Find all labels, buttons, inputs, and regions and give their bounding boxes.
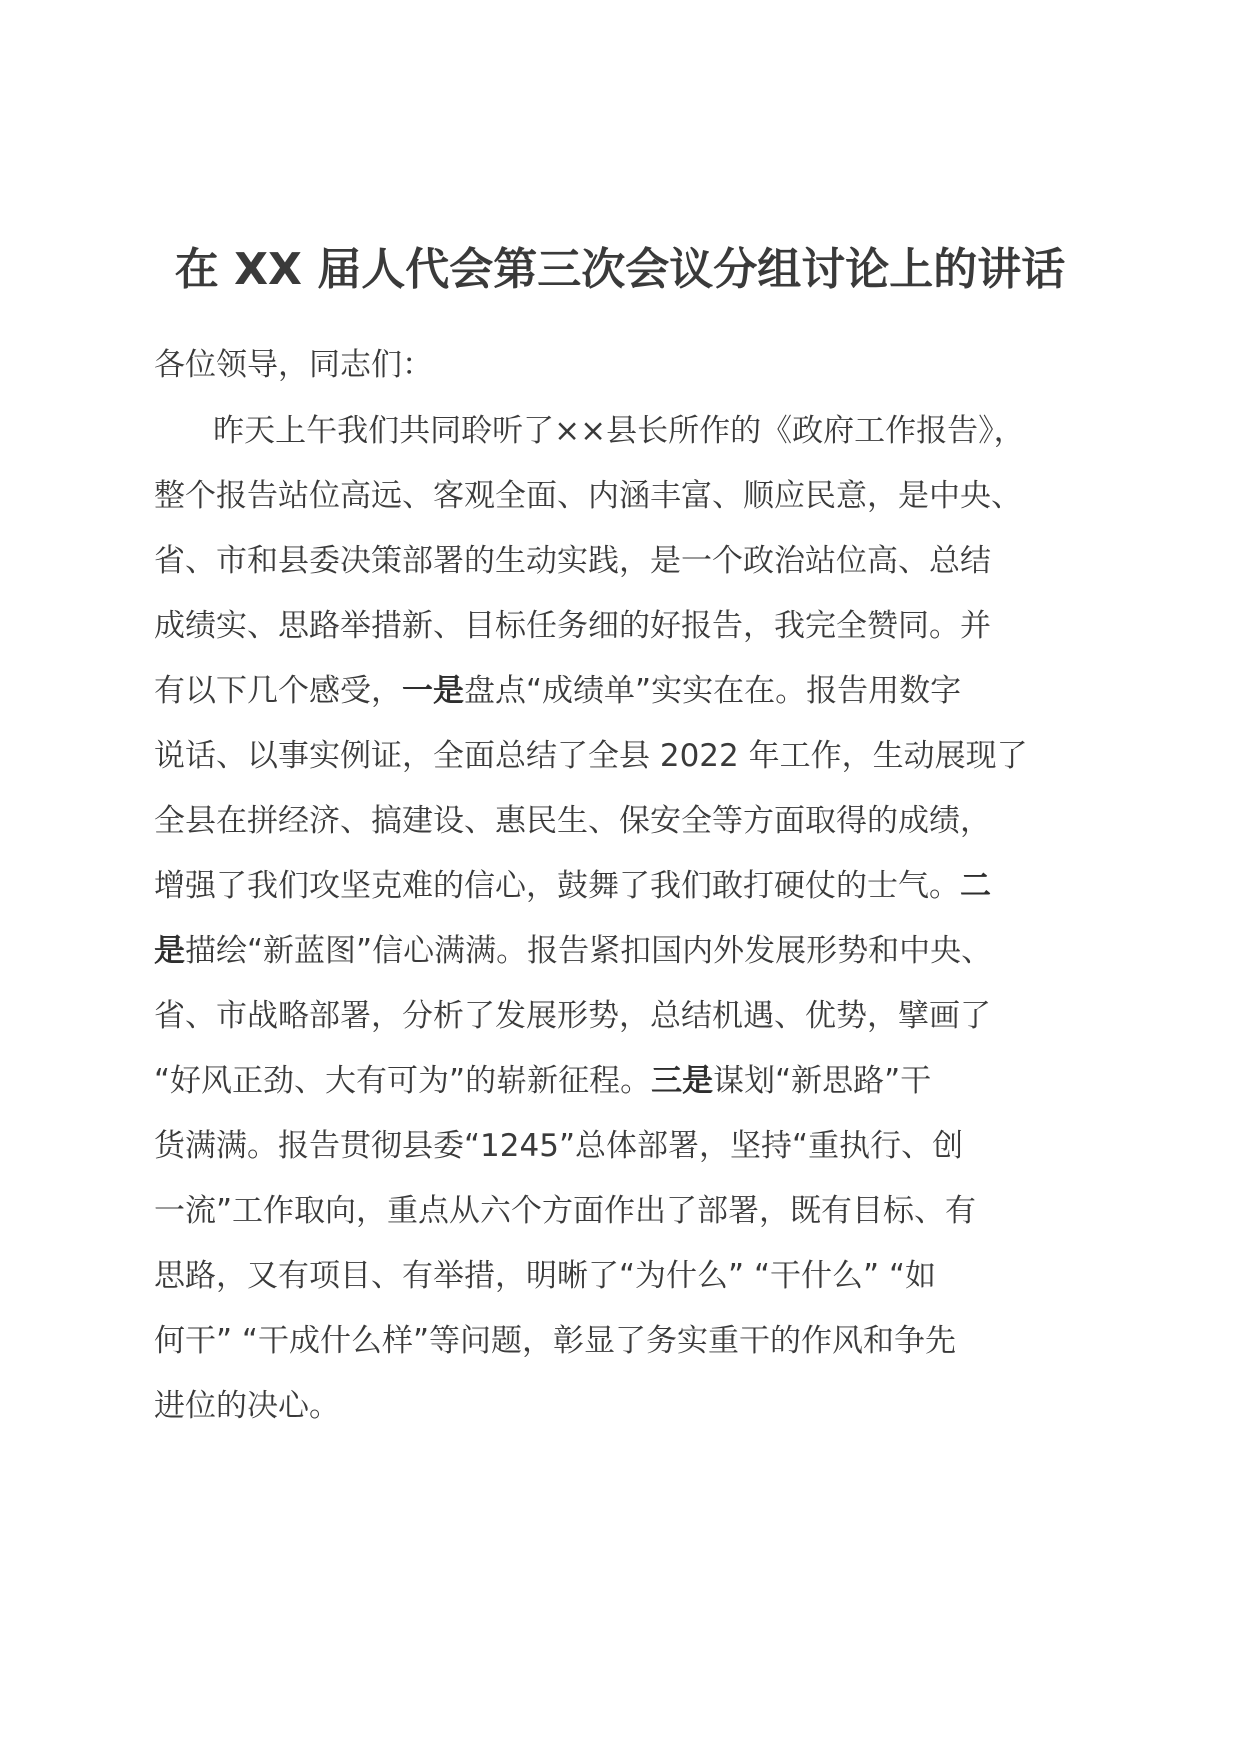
- emphasis-text: 三是: [651, 1063, 714, 1099]
- text-line: [154, 731, 1094, 796]
- text-run: 全县在拼经济、搞建设、惠民生、保安全等方面取得的成绩，: [154, 803, 991, 839]
- text-run: “好风正劲、大有可为”的崭新征程。: [154, 1063, 652, 1099]
- text-line: [154, 666, 1094, 731]
- text-run: 昨天上午我们共同聆听了××县长所作的《政府工作报告》，: [154, 413, 1025, 449]
- text-run: 何干” “干成什么样”等问题，彰显了务实重干的作风和争先: [154, 1323, 957, 1359]
- text-line: [154, 601, 1094, 666]
- text-run: 货满满。报告贯彻县委“1245”总体部署，坚持“重执行、创: [154, 1128, 964, 1164]
- text-line: [154, 991, 1094, 1056]
- document-title: 在 XX 届人代会第三次会议分组讨论上的讲话: [174, 244, 1066, 295]
- speech-body: [154, 406, 1094, 1446]
- text-line: [154, 536, 1094, 601]
- text-line: [154, 406, 1094, 471]
- emphasis-text: 一是: [402, 673, 464, 709]
- text-run: 一流”工作取向，重点从六个方面作出了部署，既有目标、有: [154, 1193, 977, 1229]
- text-line: [154, 1056, 1094, 1121]
- text-run: 省、市战略部署，分析了发展形势，总结机遇、优势，擘画了: [154, 998, 991, 1034]
- salutation: 各位领导，同志们：: [154, 347, 433, 383]
- text-line: [154, 926, 1094, 991]
- text-line: [154, 1381, 1094, 1446]
- text-run: 进位的决心。: [154, 1388, 340, 1424]
- text-line: [154, 1251, 1094, 1316]
- text-line: [154, 471, 1094, 536]
- emphasis-text: 是: [154, 933, 185, 969]
- text-run: 描绘“新蓝图”信心满满。报告紧扣国内外发展形势和中央、: [185, 933, 993, 969]
- text-run: 整个报告站位高远、客观全面、内涵丰富、顺应民意，是中央、: [154, 478, 1022, 514]
- text-run: 省、市和县委决策部署的生动实践，是一个政治站位高、总结: [154, 543, 991, 579]
- text-line: [154, 1316, 1094, 1381]
- text-line: [154, 1121, 1094, 1186]
- text-run: 思路，又有项目、有举措，明晰了“为什么” “干什么” “如: [154, 1258, 937, 1294]
- text-run: 成绩实、思路举措新、目标任务细的好报告，我完全赞同。并: [154, 608, 991, 644]
- text-run: 有以下几个感受，: [154, 673, 402, 709]
- emphasis-text: 二: [960, 868, 991, 904]
- text-line: [154, 796, 1094, 861]
- text-line: [154, 1186, 1094, 1251]
- text-line: [154, 861, 1094, 926]
- text-run: 盘点“成绩单”实实在在。报告用数字: [464, 673, 962, 709]
- text-run: 增强了我们攻坚克难的信心，鼓舞了我们敢打硬仗的士气。: [154, 868, 960, 904]
- text-run: 说话、以事实例证，全面总结了全县 2022 年工作，生动展现了: [154, 738, 1028, 774]
- text-run: 谋划“新思路”干: [713, 1063, 932, 1099]
